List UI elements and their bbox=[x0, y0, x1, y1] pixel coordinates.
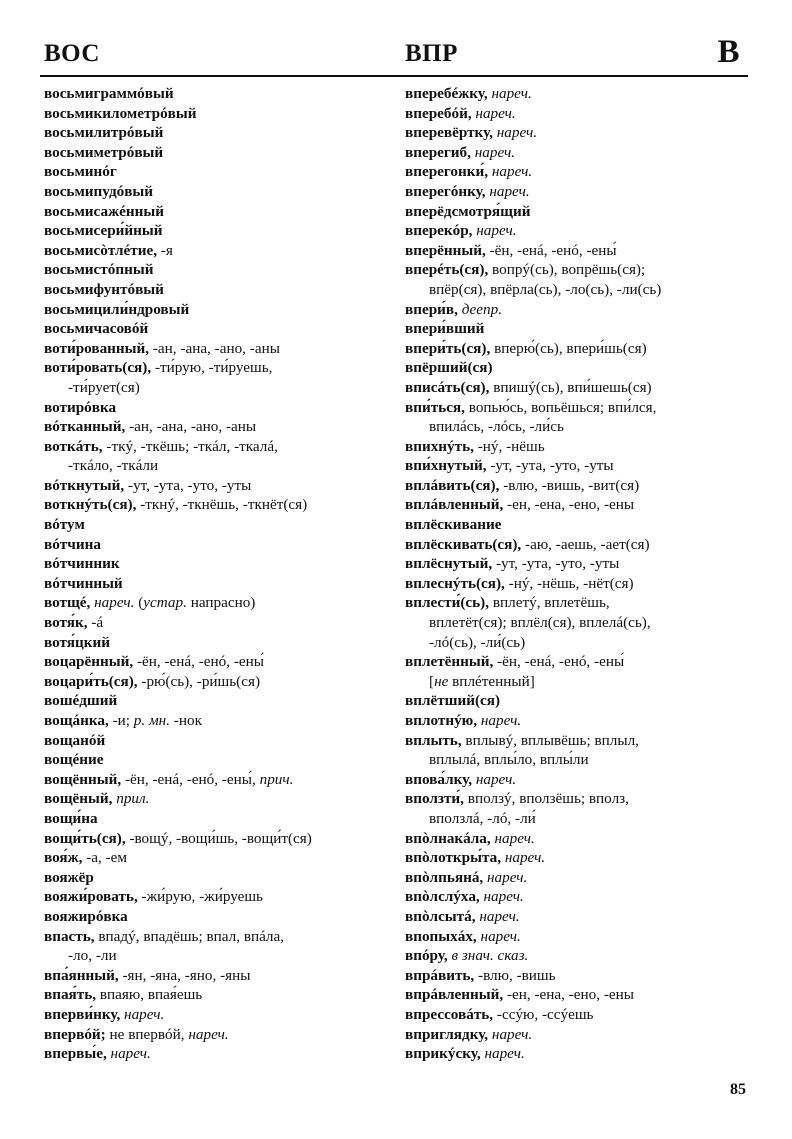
dictionary-entry bbox=[44, 260, 394, 280]
grammar-note: нареч. bbox=[488, 1025, 533, 1043]
headword: вплести́(сь), bbox=[405, 594, 490, 612]
entry-forms: -ткнý, -ткнёшь, -ткнёт(ся) bbox=[136, 496, 308, 514]
headword: воткнýть(ся), bbox=[44, 496, 137, 514]
entry-forms: вопью́сь, вопьёшься; впи́лся, bbox=[464, 398, 657, 416]
dictionary-entry bbox=[405, 554, 755, 574]
headword: впая́ть, bbox=[44, 986, 97, 1004]
dictionary-entry bbox=[405, 731, 755, 751]
grammar-note: нареч. bbox=[184, 1025, 229, 1043]
dictionary-entry bbox=[405, 907, 755, 927]
headword: вплётший(ся) bbox=[405, 692, 501, 710]
headword: вперебéжку, bbox=[405, 85, 488, 102]
headword: вощи́на bbox=[44, 809, 98, 827]
dictionary-entry bbox=[405, 848, 755, 868]
headword: вперегóнку, bbox=[405, 182, 486, 200]
headword: впова́лку, bbox=[405, 770, 473, 788]
headword: вперебóй, bbox=[405, 104, 472, 122]
dictionary-entry bbox=[405, 770, 755, 790]
dictionary-entry bbox=[405, 593, 755, 613]
headword: вощённый, bbox=[44, 770, 122, 788]
dictionary-entry bbox=[44, 927, 394, 947]
entry-continuation bbox=[405, 809, 755, 829]
dictionary-entry bbox=[44, 476, 394, 496]
dictionary-entry bbox=[44, 672, 394, 692]
dictionary-entry bbox=[44, 202, 394, 222]
entry-forms: -ткáло, -ткáли bbox=[68, 457, 159, 475]
grammar-note: нареч. bbox=[120, 1005, 165, 1023]
grammar-note: прил. bbox=[112, 790, 150, 808]
dictionary-entry bbox=[405, 84, 755, 104]
entry-forms: вплетý, вплетёшь, bbox=[489, 594, 610, 612]
dictionary-entry bbox=[405, 691, 755, 711]
entry-forms: -жи́рую, -жи́руешь bbox=[137, 888, 263, 906]
dictionary-entry bbox=[44, 887, 394, 907]
grammar-note: не bbox=[434, 672, 449, 690]
headword: впòлнакáла, bbox=[405, 829, 491, 847]
dictionary-entry bbox=[44, 554, 394, 574]
dictionary-entry bbox=[405, 437, 755, 457]
grammar-note: нареч. bbox=[490, 829, 535, 847]
entry-forms: -ткý, -ткёшь; -ткáл, -ткалá, bbox=[102, 437, 278, 455]
headword: вплеснýть(ся), bbox=[405, 574, 505, 592]
headword: воткáть, bbox=[44, 437, 103, 455]
headword: вперёдсмотря́щий bbox=[405, 202, 531, 220]
headword: восьмилитрóвый bbox=[44, 124, 164, 142]
grammar-note: нареч. bbox=[472, 770, 517, 788]
dictionary-entry bbox=[405, 260, 755, 280]
headword: вояжирóвка bbox=[44, 907, 128, 925]
dictionary-entry bbox=[405, 985, 755, 1005]
headword: впи́ться, bbox=[405, 398, 465, 416]
headword: вплáвленный, bbox=[405, 496, 504, 514]
headword: вощáнка, bbox=[44, 712, 109, 729]
dictionary-entry bbox=[405, 966, 755, 986]
headword: вплáвить(ся), bbox=[405, 476, 500, 494]
dictionary-entry bbox=[44, 731, 394, 751]
headword: восьмикилометрóвый bbox=[44, 104, 197, 122]
dictionary-entry bbox=[44, 633, 394, 653]
headword: вплетённый, bbox=[405, 653, 494, 671]
grammar-note: нареч. bbox=[90, 594, 135, 612]
dictionary-entry bbox=[44, 985, 394, 1005]
headword: впери́в, bbox=[405, 300, 458, 318]
headword: впёрший(ся) bbox=[405, 359, 493, 377]
headword: впа́янный, bbox=[44, 966, 119, 984]
headword: вóтчина bbox=[44, 535, 101, 553]
headword: впервóй; bbox=[44, 1025, 106, 1043]
dictionary-entry bbox=[405, 221, 755, 241]
entry-continuation bbox=[405, 672, 755, 692]
headword: восьмисажéнный bbox=[44, 202, 164, 220]
dictionary-entry bbox=[44, 417, 394, 437]
dictionary-entry bbox=[405, 535, 755, 555]
headword: вписáть(ся), bbox=[405, 378, 490, 396]
dictionary-entry bbox=[44, 789, 394, 809]
headword: впасть, bbox=[44, 927, 95, 945]
grammar-note: нареч. bbox=[492, 124, 538, 142]
dictionary-entry bbox=[405, 927, 755, 947]
dictionary-entry bbox=[44, 1005, 394, 1025]
dictionary-entry bbox=[405, 829, 755, 849]
headword: впòлслýха, bbox=[405, 888, 480, 906]
dictionary-entry bbox=[405, 123, 755, 143]
entry-forms: напрасно) bbox=[186, 594, 256, 612]
headword: вприкýску, bbox=[405, 1045, 481, 1063]
headword: впери́вший bbox=[405, 320, 485, 338]
headword: воти́ровать(ся), bbox=[44, 359, 152, 377]
dictionary-entry bbox=[44, 143, 394, 163]
headword: вперённый, bbox=[405, 241, 486, 259]
entry-forms: впилáсь, -лóсь, -ли́сь bbox=[429, 418, 564, 436]
entry-forms: -ти́рую, -ти́руешь, bbox=[151, 359, 273, 377]
dictionary-entry bbox=[44, 652, 394, 672]
dictionary-entry bbox=[44, 280, 394, 300]
headword: впòлоткры́та, bbox=[405, 849, 502, 867]
headword: восьмиграммóвый bbox=[44, 85, 174, 102]
entry-forms: -á bbox=[87, 614, 104, 632]
entry-forms: не впервóй, bbox=[105, 1025, 185, 1043]
dictionary-entry bbox=[44, 1025, 394, 1045]
entry-forms: -влю, -вишь, -вит(ся) bbox=[499, 476, 640, 494]
dictionary-entry bbox=[405, 182, 755, 202]
entry-forms: -ссýю, -ссýешь bbox=[493, 1005, 594, 1023]
headword: вóткнутый, bbox=[44, 476, 125, 494]
headword: воцарённый, bbox=[44, 653, 134, 671]
entry-forms: [ bbox=[429, 672, 435, 690]
entry-forms: вплывý, вплывёшь; вплыл, bbox=[461, 731, 639, 749]
page-number: 85 bbox=[730, 1081, 746, 1098]
dictionary-entry bbox=[405, 574, 755, 594]
entry-forms: -ен, -ена, -ено, -ены bbox=[503, 986, 634, 1004]
header-rule bbox=[40, 75, 748, 77]
entry-forms: -рю́(сь), -ри́шь(ся) bbox=[137, 672, 261, 690]
headword: вощи́ть(ся), bbox=[44, 829, 126, 847]
grammar-note: устар. bbox=[143, 594, 187, 612]
entry-forms: -а, -ем bbox=[82, 849, 128, 867]
entry-forms: -вощý, -вощи́шь, -вощи́т(ся) bbox=[125, 829, 312, 847]
headword: вотирóвка bbox=[44, 398, 117, 416]
grammar-note: в знач. сказ. bbox=[447, 947, 529, 965]
headword: вплотнýю, bbox=[405, 712, 478, 729]
dictionary-entry bbox=[405, 476, 755, 496]
dictionary-entry bbox=[44, 750, 394, 770]
entry-forms: -ян, -яна, -яно, -яны bbox=[118, 966, 251, 984]
dictionary-entry bbox=[405, 378, 755, 398]
entry-forms: впаяю, впая́ешь bbox=[96, 986, 203, 1004]
entry-continuation bbox=[405, 417, 755, 437]
headword: вощанóй bbox=[44, 731, 106, 749]
entry-forms: вперю́(сь), впери́шь(ся) bbox=[490, 339, 647, 357]
dictionary-entry bbox=[405, 162, 755, 182]
dictionary-entry bbox=[405, 495, 755, 515]
dictionary-entry bbox=[405, 241, 755, 261]
entry-forms: вплылá, вплы́ло, вплы́ли bbox=[429, 751, 589, 769]
dictionary-entry bbox=[44, 437, 394, 457]
grammar-note: нареч. bbox=[475, 907, 520, 925]
headword: вошéдший bbox=[44, 692, 118, 710]
entry-forms: -ан, -ана, -ано, -аны bbox=[125, 418, 257, 436]
headword: вплёскивание bbox=[405, 516, 502, 534]
dictionary-entry bbox=[44, 339, 394, 359]
entry-forms: -ан, -ана, -ано, -аны bbox=[149, 339, 280, 357]
headword: воцари́ть(ся), bbox=[44, 672, 138, 690]
entry-forms: -ут, -ута, -уто, -уты bbox=[124, 476, 252, 494]
dictionary-entry bbox=[405, 1044, 755, 1064]
headword: вóтчинник bbox=[44, 555, 120, 573]
grammar-note: р. мн. bbox=[129, 712, 170, 729]
entry-forms: вплетёт(ся); вплёл(ся), вплелá(сь), bbox=[429, 614, 651, 632]
dictionary-entry bbox=[405, 887, 755, 907]
headword: впòлпьянá, bbox=[405, 868, 484, 886]
entry-continuation bbox=[405, 280, 755, 300]
dictionary-entry bbox=[44, 691, 394, 711]
grammar-note: нареч. bbox=[106, 1045, 151, 1063]
headword: вплёскивать(ся), bbox=[405, 535, 522, 553]
entry-forms: -ут, -ута, -уто, -уты bbox=[492, 555, 620, 573]
dictionary-entry bbox=[405, 202, 755, 222]
dictionary-entry bbox=[44, 162, 394, 182]
grammar-note: нареч. bbox=[471, 104, 516, 122]
entry-forms: -ён, -енá, -енó, -ены́ bbox=[133, 653, 264, 671]
headword: воти́рованный, bbox=[44, 339, 150, 357]
dictionary-entry bbox=[44, 104, 394, 124]
headword: восьмисòтлéтие, bbox=[44, 241, 157, 259]
headword: вóтчинный bbox=[44, 574, 123, 592]
entry-forms: -ён, -енá, -енó, -ены́ bbox=[493, 653, 625, 671]
headword: вприглядку, bbox=[405, 1025, 489, 1043]
grammar-note: прич. bbox=[255, 770, 294, 788]
dictionary-entry bbox=[405, 1025, 755, 1045]
headword: восьмистóпный bbox=[44, 261, 154, 279]
entry-forms: -лó(сь), -ли́(сь) bbox=[429, 633, 526, 651]
right-column bbox=[405, 84, 755, 1064]
entry-forms: вопрý(сь), вопрёшь(ся); bbox=[488, 261, 646, 279]
dictionary-entry bbox=[44, 593, 394, 613]
headword: вояжёр bbox=[44, 868, 94, 886]
headword: впи́хнутый, bbox=[405, 457, 487, 475]
headword: вплёснутый, bbox=[405, 555, 493, 573]
headword: впрессовáть, bbox=[405, 1005, 494, 1023]
headword: восьминóг bbox=[44, 163, 117, 181]
dictionary-entry bbox=[405, 652, 755, 672]
dictionary-entry bbox=[44, 829, 394, 849]
entry-forms: -ут, -ута, -уто, -уты bbox=[486, 457, 614, 475]
headword: вотя́к, bbox=[44, 614, 88, 632]
headword: вощёный, bbox=[44, 790, 113, 808]
dictionary-entry bbox=[405, 143, 755, 163]
dictionary-entry bbox=[405, 789, 755, 809]
dictionary-entry bbox=[44, 300, 394, 320]
entry-forms: ( bbox=[134, 594, 144, 612]
dictionary-entry bbox=[44, 358, 394, 378]
dictionary-entry bbox=[44, 123, 394, 143]
headword: впихнýть, bbox=[405, 437, 474, 455]
entry-forms: -ти́рует(ся) bbox=[68, 378, 140, 396]
grammar-note: нареч. bbox=[476, 927, 521, 945]
headword: вóтум bbox=[44, 516, 85, 534]
headword: впери́ть(ся), bbox=[405, 339, 491, 357]
section-letter: В bbox=[717, 34, 740, 70]
running-head-first-entry: ВОС bbox=[44, 40, 100, 67]
entry-forms: вплéтенный] bbox=[448, 672, 535, 690]
dictionary-entry bbox=[405, 456, 755, 476]
dictionary-entry bbox=[44, 535, 394, 555]
dictionary-entry bbox=[405, 1005, 755, 1025]
entry-forms: -нý, -нёшь bbox=[473, 437, 545, 455]
dictionary-entry bbox=[44, 711, 394, 731]
headword: впрáвленный, bbox=[405, 986, 504, 1004]
grammar-note: нареч. bbox=[480, 1045, 525, 1063]
grammar-note: нареч. bbox=[472, 222, 517, 240]
entry-forms: -ён, -енá, -енó, -ены́ bbox=[485, 241, 617, 259]
entry-forms: впёр(ся), впёрла(сь), -ло(сь), -ли(сь) bbox=[429, 280, 662, 298]
headword: восьмисери́йный bbox=[44, 222, 163, 240]
entry-continuation bbox=[405, 633, 755, 653]
dictionary-entry bbox=[405, 300, 755, 320]
headword: впопыхáх, bbox=[405, 927, 477, 945]
dictionary-entry bbox=[44, 574, 394, 594]
grammar-note: нареч. bbox=[477, 712, 522, 729]
dictionary-entry bbox=[44, 966, 394, 986]
dictionary-entry bbox=[44, 241, 394, 261]
headword: вóтканный, bbox=[44, 418, 126, 436]
dictionary-entry bbox=[44, 515, 394, 535]
dictionary-entry bbox=[44, 907, 394, 927]
grammar-note: нареч. bbox=[501, 849, 546, 867]
headword: вотя́цкий bbox=[44, 633, 110, 651]
dictionary-entry bbox=[44, 868, 394, 888]
headword: впóру, bbox=[405, 947, 448, 965]
left-column bbox=[44, 84, 394, 1064]
entry-forms: -ло, -ли bbox=[68, 947, 117, 965]
headword: восьмицили́ндровый bbox=[44, 300, 190, 318]
running-head-last-entry: ВПР bbox=[405, 40, 458, 67]
grammar-note: нареч. bbox=[487, 85, 532, 102]
entry-forms: вползлá, -лó, -ли́ bbox=[429, 809, 536, 827]
dictionary-entry bbox=[44, 613, 394, 633]
entry-forms: -нý, -нёшь, -нёт(ся) bbox=[504, 574, 634, 592]
headword: впòлсытá, bbox=[405, 907, 476, 925]
grammar-note: нареч. bbox=[488, 163, 533, 181]
dictionary-entry bbox=[44, 848, 394, 868]
headword: вояжи́ровать, bbox=[44, 888, 138, 906]
entry-forms: вползý, вползёшь; вполз, bbox=[463, 790, 629, 808]
entry-forms: -ен, -ена, -ено, -ены bbox=[503, 496, 635, 514]
headword: вперегонки́, bbox=[405, 163, 489, 181]
entry-continuation bbox=[44, 378, 394, 398]
entry-continuation bbox=[405, 750, 755, 770]
headword: восьмичасовóй bbox=[44, 320, 149, 338]
entry-forms: -влю, -вишь bbox=[474, 966, 556, 984]
dictionary-entry bbox=[44, 182, 394, 202]
headword: восьмифунтóвый bbox=[44, 280, 164, 298]
headword: вощéние bbox=[44, 751, 104, 769]
dictionary-entry bbox=[405, 946, 755, 966]
dictionary-entry bbox=[405, 358, 755, 378]
dictionary-entry bbox=[405, 868, 755, 888]
dictionary-entry bbox=[44, 319, 394, 339]
headword: восьмиметрóвый bbox=[44, 143, 164, 161]
dictionary-entry bbox=[405, 711, 755, 731]
headword: вперевёртку, bbox=[405, 124, 493, 142]
entry-forms: впишý(сь), впи́шешь(ся) bbox=[489, 378, 652, 396]
entry-forms: впадý, впадёшь; впал, впáла, bbox=[94, 927, 284, 945]
grammar-note: деепр. bbox=[457, 300, 503, 318]
dictionary-entry bbox=[405, 339, 755, 359]
entry-continuation bbox=[44, 456, 394, 476]
headword: восьмипудóвый bbox=[44, 182, 154, 200]
entry-forms: -ён, -енá, -енó, -ены́, bbox=[121, 770, 256, 788]
headword: воя́ж, bbox=[44, 849, 83, 867]
dictionary-entry bbox=[405, 515, 755, 535]
entry-continuation bbox=[405, 613, 755, 633]
dictionary-entry bbox=[44, 221, 394, 241]
headword: впрáвить, bbox=[405, 966, 475, 984]
grammar-note: нареч. bbox=[485, 182, 530, 200]
headword: вперегиб, bbox=[405, 143, 471, 161]
dictionary-entry bbox=[405, 398, 755, 418]
dictionary-entry bbox=[44, 770, 394, 790]
headword: вплыть, bbox=[405, 731, 462, 749]
entry-continuation bbox=[44, 946, 394, 966]
entry-forms: -я bbox=[157, 241, 173, 259]
headword: вперви́нку, bbox=[44, 1005, 121, 1023]
entry-forms: -аю, -аешь, -ает(ся) bbox=[521, 535, 650, 553]
dictionary-entry bbox=[44, 1044, 394, 1064]
dictionary-entry bbox=[44, 495, 394, 515]
grammar-note: нареч. bbox=[483, 868, 528, 886]
dictionary-entry bbox=[44, 809, 394, 829]
headword: вотщé, bbox=[44, 594, 91, 612]
dictionary-entry bbox=[405, 319, 755, 339]
headword: вперекóр, bbox=[405, 222, 473, 240]
headword: вползти́, bbox=[405, 790, 464, 808]
grammar-note: нареч. bbox=[479, 888, 524, 906]
dictionary-entry bbox=[44, 398, 394, 418]
headword: впервы́е, bbox=[44, 1045, 107, 1063]
entry-forms: -нок bbox=[170, 712, 202, 729]
entry-forms: -и; bbox=[108, 712, 130, 729]
grammar-note: нареч. bbox=[470, 143, 516, 161]
dictionary-entry bbox=[44, 84, 394, 104]
headword: вперéть(ся), bbox=[405, 261, 489, 279]
dictionary-entry bbox=[405, 104, 755, 124]
